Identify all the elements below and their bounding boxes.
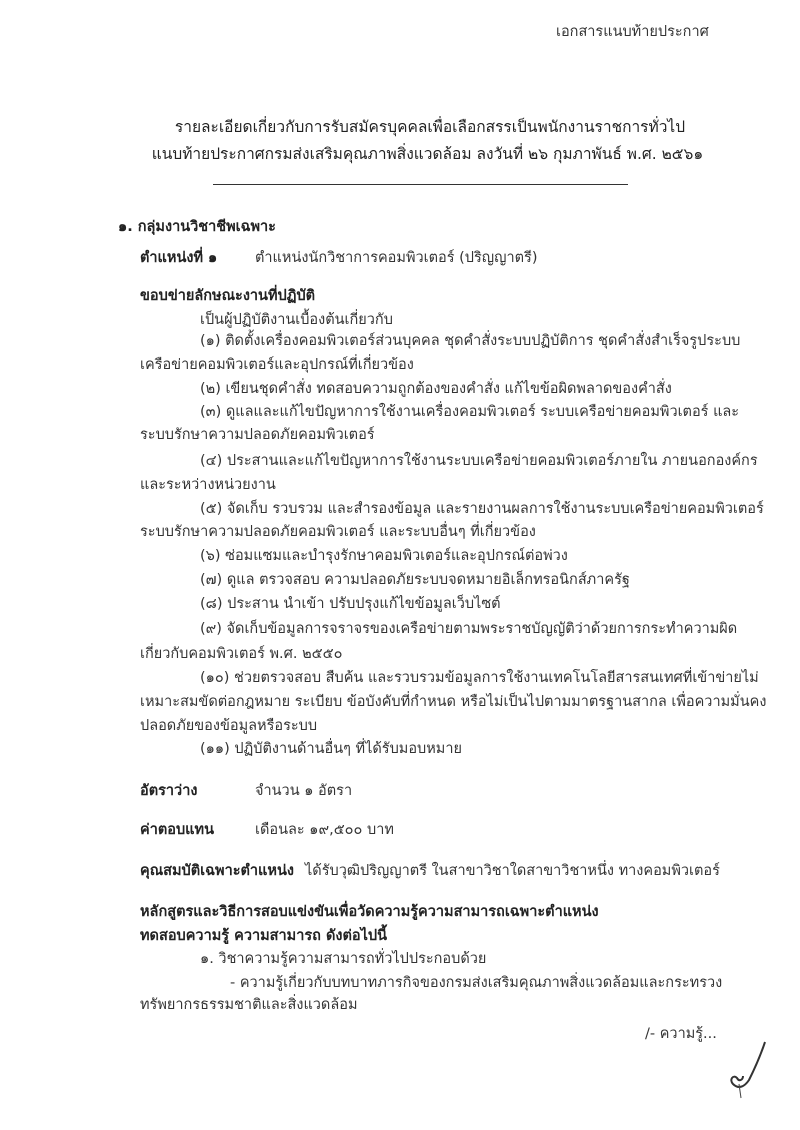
duty-item: (๒) เขียนชุดคำสั่ง ทดสอบความถูกต้องของคำสั่ง แก้ไขข้อผิดพลาดของคำสั่ง	[200, 381, 672, 397]
duty-item-cont: ระบบรักษาความปลอดภัยคอมพิวเตอร์	[140, 427, 375, 443]
duty-item: (๑๐) ช่วยตรวจสอบ สืบค้น และรวบรวมข้อมูลการใช้งานเทคโนโลยีสารสนเทศที่เข้าข่ายไม่	[200, 670, 759, 686]
title-line-2: แนบท้ายประกาศกรมส่งเสริมคุณภาพสิ่งแวดล้อม ลงวันที่ ๒๖ กุมภาพันธ์ พ.ศ. ๒๕๖๑	[151, 145, 704, 163]
vacancy-value: จำนวน ๑ อัตรา	[255, 783, 353, 799]
duty-item: (๖) ซ่อมแซมและบำรุงรักษาคอมพิวเตอร์และอุปกรณ์ต่อพ่วง	[200, 548, 568, 564]
qualification-value: ได้รับวุฒิปริญญาตรี ในสาขาวิชาใดสาขาวิชาหนึ่ง ทางคอมพิวเตอร์	[305, 863, 720, 879]
position-value: ตำแหน่งนักวิชาการคอมพิวเตอร์ (ปริญญาตรี)	[255, 250, 538, 266]
signature-icon	[725, 1040, 775, 1100]
duty-item-cont: ปลอดภัยของข้อมูลหรือระบบ	[140, 718, 318, 734]
continued-note: /- ความรู้...	[645, 1026, 717, 1042]
duty-item: (๔) ประสานและแก้ไขปัญหาการใช้งานระบบเครือข่ายคอมพิวเตอร์ภายใน ภายนอกองค์กร	[200, 453, 758, 469]
qualification-label: คุณสมบัติเฉพาะตำแหน่ง	[140, 863, 294, 879]
scope-intro: เป็นผู้ปฏิบัติงานเบื้องต้นเกี่ยวกับ	[200, 312, 393, 328]
curriculum-bullet-cont: ทรัพยากรธรรมชาติและสิ่งแวดล้อม	[140, 997, 358, 1013]
pay-label: ค่าตอบแทน	[140, 822, 214, 838]
header-note: เอกสารแนบท้ายประกาศ	[556, 24, 709, 40]
duty-item: (๑) ติดตั้งเครื่องคอมพิวเตอร์ส่วนบุคคล ชุดคำสั่งระบบปฏิบัติการ ชุดคำสั่งสำเร็จรูประบบ	[200, 333, 741, 349]
title-divider	[213, 184, 628, 185]
curriculum-bullet: - ความรู้เกี่ยวกับบทบาทภารกิจของกรมส่งเสริมคุณภาพสิ่งแวดล้อมและกระทรวง	[230, 975, 723, 991]
duty-item-cont: เครือข่ายคอมพิวเตอร์และอุปกรณ์ที่เกี่ยวข้อง	[140, 357, 414, 373]
duty-item: (๑๑) ปฏิบัติงานด้านอื่นๆ ที่ได้รับมอบหมาย	[200, 741, 462, 757]
duty-item-cont: ระบบรักษาความปลอดภัยคอมพิวเตอร์ และระบบอื่นๆ ที่เกี่ยวข้อง	[140, 524, 536, 540]
duty-item: (๙) จัดเก็บข้อมูลการจราจรของเครือข่ายตามพระราชบัญญัติว่าด้วยการกระทำความผิด	[200, 621, 738, 637]
curriculum-item: ๑. วิชาความรู้ความสามารถทั่วไปประกอบด้วย	[200, 951, 487, 967]
duty-item-cont: เหมาะสมขัดต่อกฎหมาย ระเบียบ ข้อบังคับที่กำหนด หรือไม่เป็นไปตามมาตรฐานสากล เพื่อความมั่นคง	[140, 694, 767, 710]
duty-item: (๘) ประสาน นำเข้า ปรับปรุงแก้ไขข้อมูลเว็บไซต์	[200, 596, 501, 612]
duty-item: (๓) ดูแลและแก้ไขปัญหาการใช้งานเครื่องคอมพิวเตอร์ ระบบเครือข่ายคอมพิวเตอร์ และ	[200, 404, 740, 420]
title-line-1: รายละเอียดเกี่ยวกับการรับสมัครบุคคลเพื่อเลือกสรรเป็นพนักงานราชการทั่วไป	[174, 118, 686, 136]
vacancy-label: อัตราว่าง	[140, 783, 198, 799]
curriculum-subheading: ทดสอบความรู้ ความสามารถ ดังต่อไปนี้	[140, 928, 387, 944]
scope-heading: ขอบข่ายลักษณะงานที่ปฏิบัติ	[140, 288, 316, 304]
duty-item-cont: และระหว่างหน่วยงาน	[140, 477, 276, 493]
duty-item: (๕) จัดเก็บ รวบรวม และสำรองข้อมูล และรายงานผลการใช้งานระบบเครือข่ายคอมพิวเตอร์	[200, 501, 764, 517]
section-heading: ๑. กลุ่มงานวิชาชีพเฉพาะ	[118, 219, 276, 235]
curriculum-heading: หลักสูตรและวิธีการสอบแข่งขันเพื่อวัดความรู้ความสามารถเฉพาะตำแหน่ง	[140, 904, 599, 920]
pay-value: เดือนละ ๑๙,๕๐๐ บาท	[255, 822, 394, 838]
position-label: ตำแหน่งที่ ๑	[140, 250, 218, 266]
duty-item-cont: เกี่ยวกับคอมพิวเตอร์ พ.ศ. ๒๕๕๐	[140, 646, 343, 662]
duty-item: (๗) ดูแล ตรวจสอบ ความปลอดภัยระบบจดหมายอิเล็กทรอนิกส์ภาครัฐ	[200, 572, 630, 588]
